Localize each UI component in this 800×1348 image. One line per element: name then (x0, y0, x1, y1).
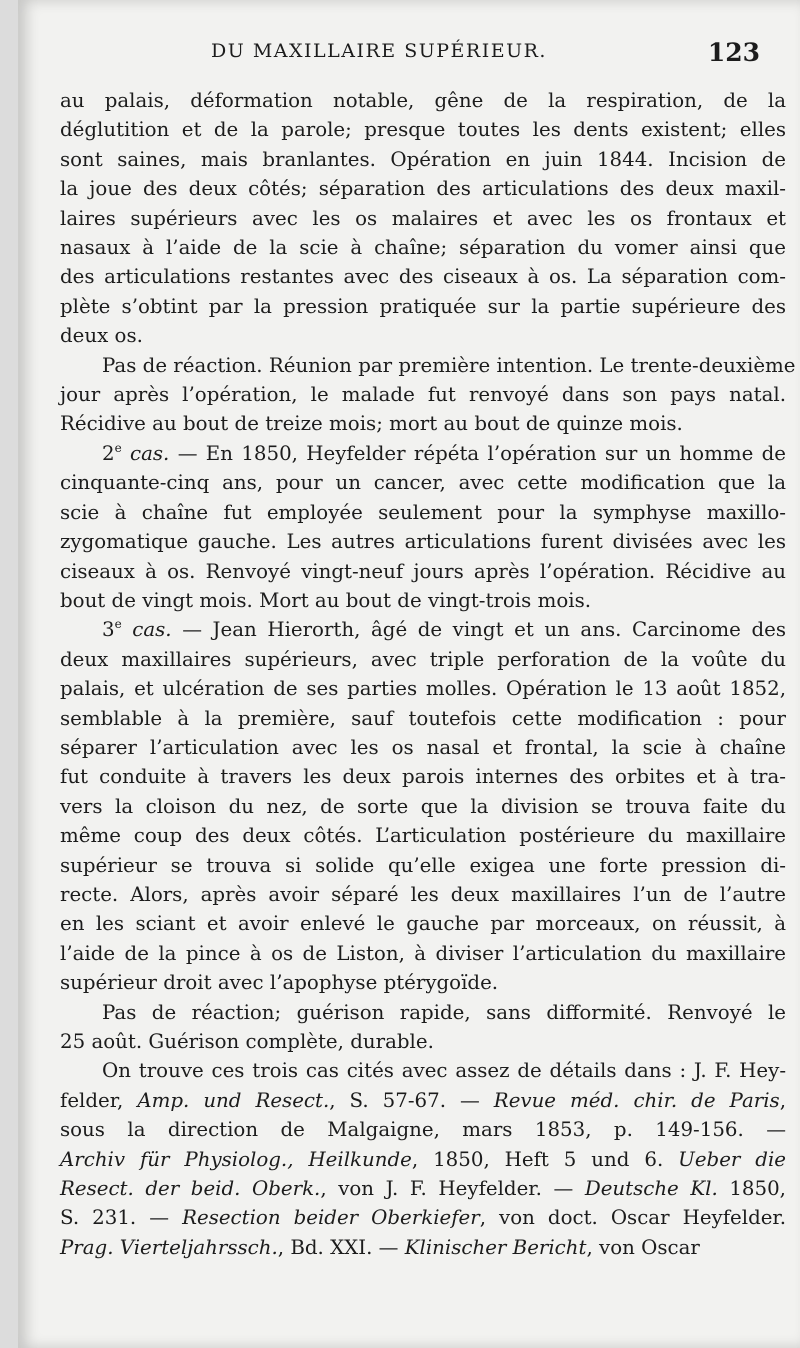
page-number: 123 (707, 38, 760, 67)
text-run: , S. 57-67. — (329, 1088, 494, 1112)
text-run: en les sciant et avoir enlevé le gauche par morceaux, on réussit, à (60, 912, 786, 936)
italic-text: Ueber die (678, 1147, 786, 1171)
text-line (60, 292, 786, 321)
text-run: bout de vingt mois. Mort au bout de vingt-trois mois. (60, 588, 592, 612)
text-run: On trouve ces trois cas cités avec assez de détails dans : J. F. Hey- (102, 1059, 786, 1083)
text-run: nasaux à l’aide de la scie à chaîne; séparation du vomer ainsi que (60, 236, 786, 260)
text-line (60, 321, 786, 350)
text-run: recte. Alors, après avoir séparé les deux maxillaires l’un de l’autre (60, 882, 786, 906)
text-run: ciseaux à os. Renvoyé vingt-neuf jours après l’opération. Récidive au (60, 559, 786, 583)
text-line (60, 557, 786, 586)
italic-text: Amp. und Resect. (137, 1088, 330, 1112)
text-run: fut conduite à travers les deux parois internes des orbites et à tra- (60, 765, 786, 789)
italic-text: Resect. der beid. Oberk. (60, 1177, 321, 1201)
text-run: supérieur se trouva si solide qu’elle exigea une forte pression di- (60, 853, 786, 877)
text-run: semblable à la première, sauf toutefois cette modification : pour (60, 706, 786, 730)
italic-text: Archiv für Physiolog., Heilkunde (60, 1147, 412, 1171)
italic-text: Resection beider Oberkiefer (182, 1206, 480, 1230)
text-line (60, 586, 786, 615)
text-line (60, 909, 786, 938)
text-line (60, 998, 786, 1027)
text-run: l’aide de la pince à os de Liston, à diviser l’articulation du maxillaire (60, 941, 786, 965)
paragraph (60, 86, 786, 351)
text-run: felder, (60, 1088, 138, 1112)
text-run: 2 (102, 441, 115, 465)
text-run: , (779, 1088, 786, 1112)
text-run: 3 (102, 618, 115, 642)
text-line (60, 409, 786, 438)
text-run: vers la cloison du nez, de sorte que la division se trouva faite du (60, 794, 786, 818)
text-line (60, 733, 786, 762)
text-run: au palais, déformation notable, gêne de la respiration, de la (60, 89, 786, 112)
text-run: sous la direction de Malgaigne, mars 1853, p. 149-156. — (60, 1118, 786, 1142)
text-run: scie à chaîne fut employée seulement pour la symphyse maxillo- (60, 500, 786, 524)
paragraph (60, 439, 786, 615)
text-line (60, 380, 786, 409)
text-run: supérieur droit avec l’apophyse ptérygoïde. (60, 971, 499, 995)
text-line (60, 939, 786, 968)
text-run: zygomatique gauche. Les autres articulations furent divisées avec les (60, 530, 786, 554)
text-line (60, 762, 786, 791)
paragraph (60, 615, 786, 997)
text-run: Récidive au bout de treize mois; mort au bout de quinze mois. (60, 412, 683, 436)
text-run: même coup des deux côtés. L’articulation postérieure du maxillaire (60, 824, 786, 848)
superscript: e (114, 617, 122, 632)
italic-text: Revue méd. chir. de Paris (493, 1088, 780, 1112)
text-line (60, 821, 786, 850)
text-run: 1850, (717, 1177, 786, 1201)
text-run: S. 231. — (60, 1206, 183, 1230)
text-run: laires supérieurs avec les os malaires et avec les os frontaux et (60, 206, 786, 230)
text-line (60, 262, 786, 291)
superscript: e (114, 440, 122, 455)
text-line (60, 1174, 786, 1203)
text-run: — En 1850, Heyfelder répéta l’opération sur un homme de (169, 441, 786, 465)
text-line (60, 615, 786, 644)
text-run: deux os. (60, 324, 143, 348)
text-run: jour après l’opération, le malade fut renvoyé dans son pays natal. (60, 383, 786, 407)
text-line (60, 880, 786, 909)
text-line (60, 115, 786, 144)
text-line (60, 1056, 786, 1085)
text-run: la joue des deux côtés; séparation des articulations des deux maxil- (60, 177, 786, 201)
text-run: palais, et ulcération de ses parties molles. Opération le 13 août 1852, (60, 677, 786, 701)
text-line (60, 527, 786, 556)
page-header (58, 40, 780, 76)
text-run: cinquante-cinq ans, pour un cancer, avec cette modification que la (60, 471, 786, 495)
paragraph (60, 351, 796, 439)
text-line (60, 439, 786, 468)
text-line (60, 645, 786, 674)
text-run: , von doct. Oscar Heyfelder. (479, 1206, 787, 1230)
text-run: des articulations restantes avec des ciseaux à os. La séparation com- (60, 265, 786, 289)
text-line (60, 704, 786, 733)
italic-text: cas. (121, 441, 170, 465)
text-line (60, 792, 786, 821)
text-line (60, 86, 786, 115)
text-line (60, 174, 786, 203)
text-line (60, 1203, 786, 1232)
text-run: — Jean Hierorth, âgé de vingt et un ans. Carcinome des (171, 618, 786, 642)
italic-text: Deutsche Kl. (584, 1177, 718, 1201)
running-title: DU MAXILLAIRE SUPÉRIEUR. (211, 40, 547, 62)
text-run: , von Oscar (586, 1235, 700, 1259)
text-line (60, 468, 786, 497)
text-line (60, 968, 786, 997)
text-run: deux maxillaires supérieurs, avec triple perforation de la voûte du (60, 647, 786, 671)
text-line (60, 1027, 786, 1056)
text-run: Pas de réaction. Réunion par première intention. Le trente-deuxième (102, 353, 796, 377)
paragraph (60, 1056, 786, 1262)
text-line (60, 1145, 786, 1174)
text-run: 25 août. Guérison complète, durable. (60, 1030, 434, 1053)
text-run: , Bd. XXI. — (277, 1235, 405, 1259)
paragraph (60, 998, 786, 1057)
text-run: , 1850, Heft 5 und 6. (411, 1147, 679, 1171)
text-run: Pas de réaction; guérison rapide, sans difformité. Renvoyé le (102, 1000, 786, 1024)
text-line (60, 1115, 786, 1144)
text-line (60, 351, 796, 380)
text-run: séparer l’articulation avec les os nasal et frontal, la scie à chaîne (60, 735, 786, 759)
italic-text: Klinischer Bericht (404, 1235, 587, 1259)
page-body (60, 86, 796, 1262)
text-line (60, 204, 786, 233)
text-run: déglutition et de la parole; presque toutes les dents existent; elles (60, 118, 786, 142)
text-line (60, 851, 786, 880)
text-run: plète s’obtint par la pression pratiquée sur la partie supérieure des (60, 294, 786, 318)
text-line (60, 145, 786, 174)
text-line (60, 1233, 786, 1262)
text-line (60, 498, 786, 527)
text-line (60, 233, 786, 262)
text-line (60, 674, 786, 703)
text-line (60, 1086, 786, 1115)
italic-text: Prag. Vierteljahrssch. (60, 1235, 278, 1259)
book-page (18, 0, 800, 1348)
text-run: sont saines, mais branlantes. Opération en juin 1844. Incision de (60, 147, 786, 171)
text-run: , von J. F. Heyfelder. — (320, 1177, 585, 1201)
italic-text: cas. (121, 618, 172, 642)
